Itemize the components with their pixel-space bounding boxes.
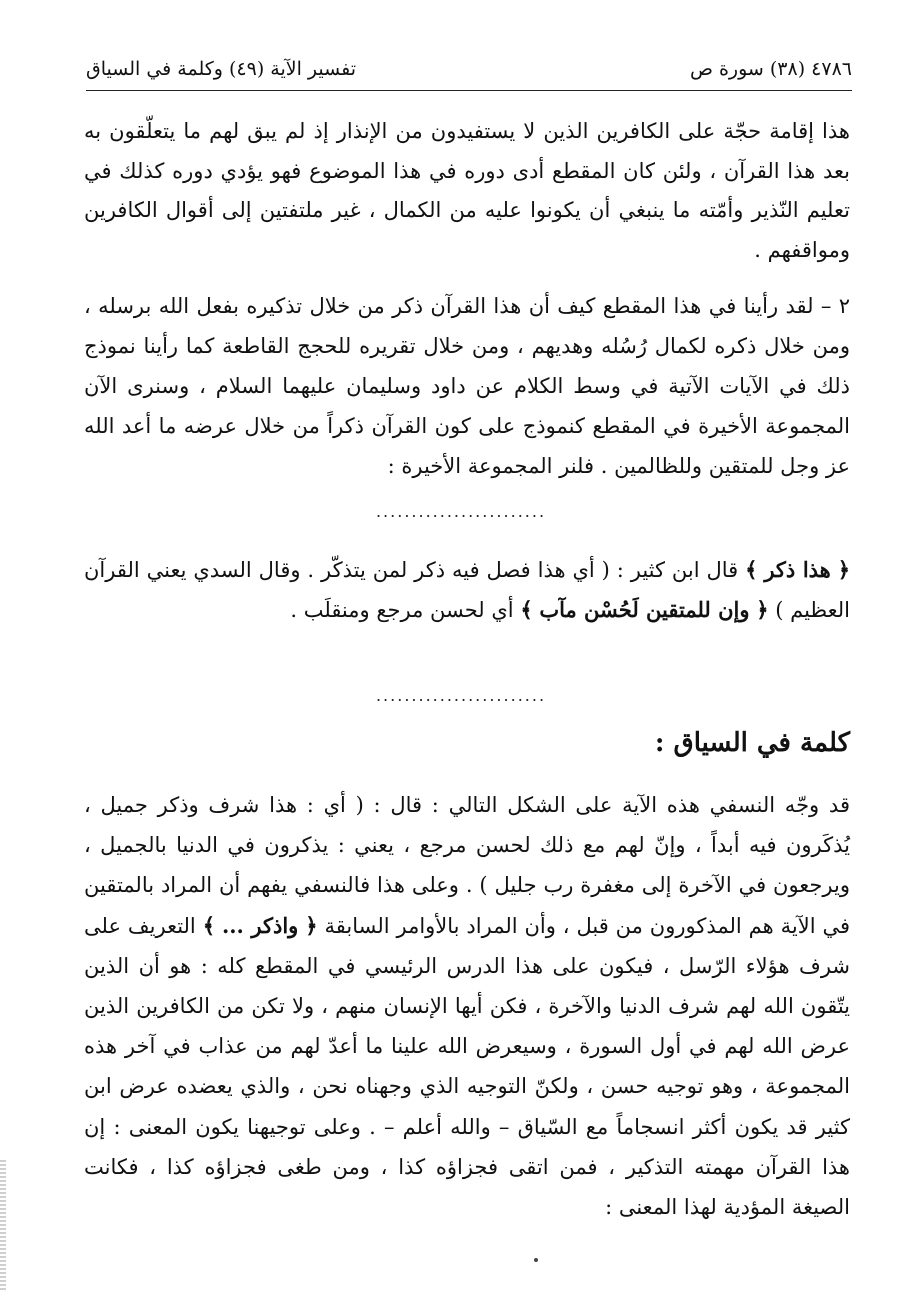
quran-verse-3: واذكر ... [221, 912, 299, 938]
page-mark [534, 1258, 538, 1262]
quran-close-bracket: ﴾ [202, 912, 216, 938]
paragraph-3 [84, 550, 850, 630]
running-title: تفسير الآية (٤٩) وكلمة في السياق [86, 58, 356, 80]
commentary-text-1: قال ابن كثير : ( أي هذا فصل فيه ذكر لمن يتذكّر . وقال السدي يعني القرآن العظيم ) [84, 558, 850, 622]
paragraph-1: هذا إقامة حجّة على الكافرين الذين لا يستفيدون من الإنذار إذ لم يبق لهم ما يتعلّقون به بعد هذا القرآن ، ولئن كان المقطع أدى دوره في هذا الموضوع فهو يؤدي دوره كذلك في تعليم النّذير وأمّته ما ينبغي أن يكونوا عليه من الكمال ، غير ملتفتين إلى أقوال الكافرين ومواقفهم . [84, 119, 850, 262]
separator-1: ........................ [375, 502, 547, 521]
header-rule [86, 90, 852, 91]
quran-open-bracket: ﴿ [837, 557, 850, 582]
commentary-text-2: أي لحسن مرجع ومنقلَب . [290, 598, 514, 622]
page-number-sura: ٤٧٨٦ (٣٨) سورة ص [689, 58, 852, 80]
quran-open-bracket: ﴿ [756, 597, 769, 622]
quran-verse-2: وإن للمتقين لَحُسْن مآب [539, 597, 750, 622]
quran-close-bracket: ﴾ [745, 557, 758, 582]
paragraph-2: ٢ – لقد رأينا في هذا المقطع كيف أن هذا القرآن ذكر من خلال تذكيره بفعل الله برسله ، ومن خلال ذكره لكمال رُسُله وهديهم ، ومن خلال تقريره للحجج القاطعة كما رأينا نموذج ذلك في الآيات الآتية في وسط الكلام عن داود وسليمان عليهما السلام ، وسنرى الآن المجموعة الأخيرة في المقطع كنموذج على كون القرآن ذكراً من خلال عرضه ما أعد الله عز وجل للمتقين وللظالمين . فلنر المجموعة الأخيرة : [84, 294, 850, 478]
quran-open-bracket: ﴿ [305, 912, 318, 938]
quran-verse-1: هذا ذكر [764, 557, 831, 582]
scan-edge [0, 1160, 6, 1290]
separator-2: ........................ [375, 686, 547, 705]
paragraph-4 [84, 785, 850, 1227]
page-header [86, 58, 852, 90]
quran-close-bracket: ﴾ [520, 597, 533, 622]
context-text-1: قد وجّه النسفي هذه الآية على الشكل التالي : قال : ( أي : هذا شرف وذكر جميل ، يُذكَرون فيه أبداً ، وإنّ لهم مع ذلك لحسن مرجع ، يعني : يذكرون في الدنيا بالجميل ، ويرجعون في الآخرة إلى مغفرة رب جليل ) . وعلى هذا فالنسفي يفهم أن المراد بالمتقين في الآية هم المذكورون من قبل ، وأن المراد بالأوامر السابقة [84, 793, 850, 938]
section-title: كلمة في السياق : [654, 728, 850, 758]
context-text-2: التعريف على شرف هؤلاء الرّسل ، فيكون على هذا الدرس الرئيسي في المقطع كله : هو أن الذين يتّقون الله لهم شرف الدنيا والآخرة ، فكن أيها الإنسان منهم ، ولا تكن من الكافرين الذين عرض الله لهم في أول السورة ، وسيعرض الله علينا ما أعدّ لهم من عذاب في آخر هذه المجموعة ، وهو توجيه حسن ، ولكنّ التوجيه الذي وجهناه نحن ، والذي يعضده عرض ابن كثير قد يكون أكثر انسجاماً مع السّياق – والله أعلم – . وعلى توجيهنا يكون المعنى : إن هذا القرآن مهمته التذكير ، فمن اتقى فجزاؤه كذا ، ومن طغى فجزاؤه كذا ، فكانت الصيغة المؤدية لهذا المعنى : [84, 913, 850, 1220]
